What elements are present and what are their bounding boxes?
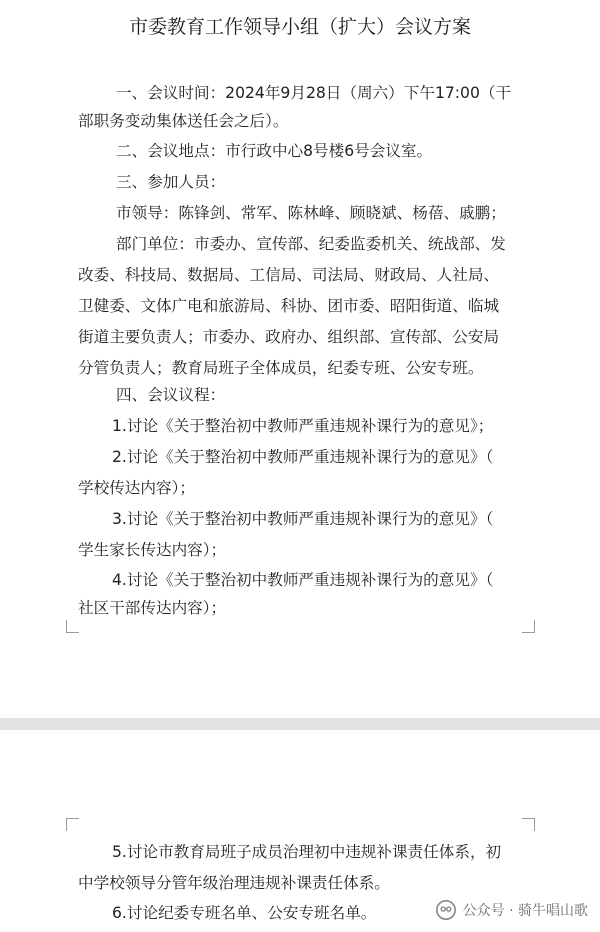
text-line: 3.讨论《关于整治初中教师严重违规补课行为的意见》（ xyxy=(112,510,494,528)
text-line: 社区干部传达内容）； xyxy=(78,599,227,617)
wechat-official-account-icon xyxy=(435,899,457,921)
watermark xyxy=(435,898,588,922)
crop-mark xyxy=(522,620,535,633)
text-line: 三、参加人员： xyxy=(116,173,226,191)
text-line: 5.讨论市教育局班子成员治理初中违规补课责任体系，初 xyxy=(112,843,502,861)
crop-mark xyxy=(66,818,79,831)
text-line: 分管负责人；教育局班子全体成员，纪委专班、公安专班。 xyxy=(78,359,484,377)
text-line: 四、会议议程： xyxy=(116,386,226,404)
text-line: 2.讨论《关于整治初中教师严重违规补课行为的意见》（ xyxy=(112,448,494,466)
document-page-2 xyxy=(0,730,600,932)
text-line: 学生家长传达内容）； xyxy=(78,541,227,559)
text-line: 6.讨论纪委专班名单、公安专班名单。 xyxy=(112,904,377,922)
text-line: 一、会议时间：2024年9月28日（周六）下午17:00（干 xyxy=(116,84,512,102)
text-line: 1.讨论《关于整治初中教师严重违规补课行为的意见》； xyxy=(112,417,494,435)
crop-mark xyxy=(522,818,535,831)
text-line: 市领导：陈锋剑、常军、陈林峰、顾晓斌、杨蓓、戚鹏； xyxy=(116,204,506,222)
crop-mark xyxy=(66,620,79,633)
text-line: 街道主要负责人；市委办、政府办、组织部、宣传部、公安局 xyxy=(78,328,500,346)
text-line: 部职务变动集体送任会之后）。 xyxy=(78,112,289,130)
page-separator xyxy=(0,718,600,730)
text-line: 4.讨论《关于整治初中教师严重违规补课行为的意见》（ xyxy=(112,571,494,589)
text-line: 中学校领导分管年级治理违规补课责任体系。 xyxy=(78,874,390,892)
document-title: 市委教育工作领导小组（扩大）会议方案 xyxy=(128,16,471,38)
watermark-text: 公众号 · 骑牛唱山歌 xyxy=(462,903,588,919)
text-line: 改委、科技局、数据局、工信局、司法局、财政局、人社局、 xyxy=(78,266,500,284)
text-line: 部门单位：市委办、宣传部、纪委监委机关、统战部、发 xyxy=(116,235,506,253)
text-line: 卫健委、文体广电和旅游局、科协、团市委、昭阳街道、临城 xyxy=(78,297,500,315)
text-line: 二、会议地点：市行政中心8号楼6号会议室。 xyxy=(116,142,433,160)
text-line: 学校传达内容）； xyxy=(78,479,195,497)
